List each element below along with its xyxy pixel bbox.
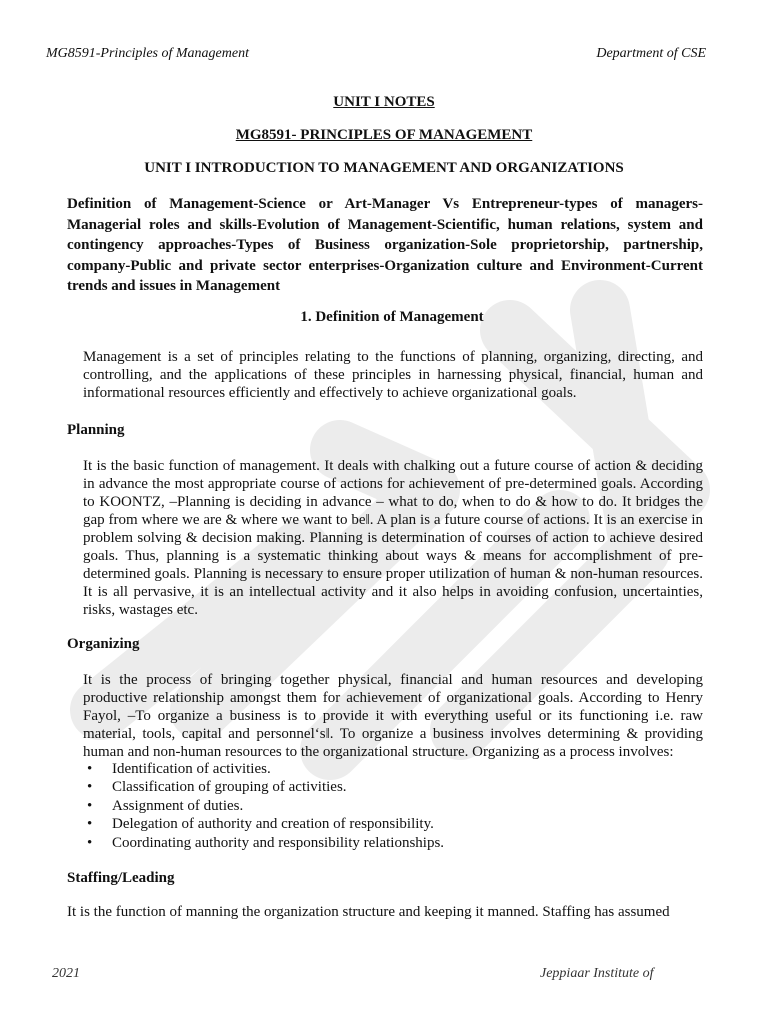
organizing-bullet-list xyxy=(84,760,704,852)
definition-paragraph: Management is a set of principles relating to the functions of planning, organizing, directing, and controlling, and the applications of these principles in harnessing physical, financial, human and informational resources efficiently and effectively to achieve organizational goals. xyxy=(83,349,703,401)
organizing-paragraph: It is the process of bringing together physical, financial and human resources and developing productive relationship amongst them for achievement of organizational goals. According to Henry Fayol, –To organize a business is to provide it with everything useful or its functioning i.e. raw material, tools, capital and personnel‘s‖. To organize a business involves determining & providing human and non-human resources to the organizational structure. Organizing as a process involves: xyxy=(83,672,703,760)
section-definition-heading: 1. Definition of Management xyxy=(300,309,484,325)
bullet-icon: • xyxy=(87,797,93,814)
bullet-icon: • xyxy=(87,816,93,833)
list-item: • Classification of grouping of activities. xyxy=(87,779,347,796)
planning-paragraph: It is the basic function of management. It deals with chalking out a future course of action & deciding in advance the most appropriate course of actions for achievement of pre-determined goals. According to KOONTZ, –Planning is deciding in advance – what to do, when to do & how to do. It bridges the gap from where we are & where we want to be‖. A plan is a future course of actions. It is an exercise in problem solving & decision making. Planning is determination of courses of action to achieve desired goals. Thus, planning is a systematic thinking about ways & means for accomplishment of pre- determined goals. Planning is necessary to ensure proper utilization of human & non-human resources. It is all pervasive, it is an intellectual activity and it also helps in avoiding confusion, uncertainties, risks, wastages etc. xyxy=(83,458,703,618)
list-item: • Assignment of duties. xyxy=(87,797,244,814)
planning-heading: Planning xyxy=(67,422,125,438)
header-course-label: MG8591-Principles of Management xyxy=(46,46,249,61)
course-title: MG8591- PRINCIPLES OF MANAGEMENT xyxy=(235,127,533,143)
staffing-heading: Staffing/Leading xyxy=(67,870,175,886)
list-item: • Delegation of authority and creation of responsibility. xyxy=(87,816,434,833)
header-department-label: Department of CSE xyxy=(596,46,706,61)
list-item: • Coordinating authority and responsibility relationships. xyxy=(87,834,445,851)
bullet-icon: • xyxy=(87,834,93,851)
bullet-icon: • xyxy=(87,779,93,796)
unit-heading: UNIT I INTRODUCTION TO MANAGEMENT AND ORGANIZATIONS xyxy=(144,160,624,176)
footer-institute: Jeppiaar Institute of xyxy=(540,966,654,981)
footer-year: 2021 xyxy=(52,966,80,981)
syllabus-paragraph: Definition of Management-Science or Art-Manager Vs Entrepreneur-types of managers-Managerial roles and skills-Evolution of Management-Scientific, human relations, system and contingency approaches-Types of Business organization-Sole proprietorship, partnership, company-Public and private sector enterprises-Organization culture and Environment-Current trends and issues in Management xyxy=(67,196,703,294)
staffing-paragraph: It is the function of manning the organization structure and keeping it manned. Staffing has assumed xyxy=(67,904,670,920)
bullet-icon: • xyxy=(87,761,93,777)
unit-notes-title: UNIT I NOTES xyxy=(333,94,435,110)
list-item: • Identification of activities. xyxy=(87,761,271,777)
organizing-heading: Organizing xyxy=(67,636,140,652)
